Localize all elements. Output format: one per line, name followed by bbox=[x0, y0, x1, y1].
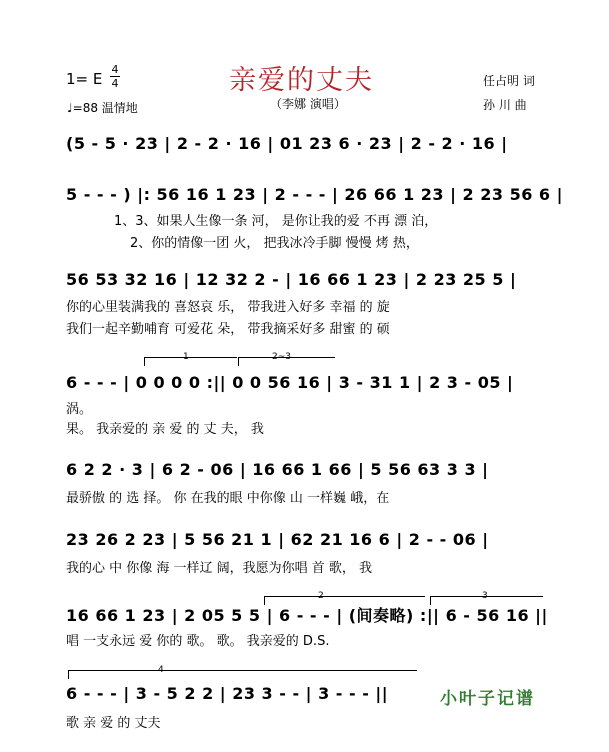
volta-number: 4 bbox=[158, 665, 164, 675]
lyric-row-4-verse-2: 果。 我亲爱的 亲 爱 的 丈 夫， 我 bbox=[66, 422, 264, 437]
lyric-row-7: 唱 一支永远 爱 你的 歌。 歌。 我亲爱的 D.S. bbox=[66, 634, 330, 649]
lyric-row-4-verse-1: 涡。 bbox=[66, 402, 93, 417]
lyric-row-2-verse-1: 1、3、如果人生像一条 河， 是你让我的爱 不再 漂 泊， bbox=[114, 214, 438, 229]
singer-credit: （李娜 演唱） bbox=[270, 97, 346, 111]
tempo-marking: ♩=88 温情地 bbox=[67, 101, 138, 115]
score-row-4: 6 - - - | 0 0 0 0 :|| 0 0 56 16 | 3 - 31 1 | 2 3 - 05 | bbox=[66, 373, 514, 392]
lyric-row-8: 歌 亲 爱 的 丈夫 bbox=[66, 716, 161, 731]
score-row-1: (5 - 5 · 23 | 2 - 2 · 16 | 01 23 6 · 23 | 2 - 2 · 16 | bbox=[66, 134, 508, 153]
score-row-8: 6 - - - | 3 - 5 2 2 | 23 3 - - | 3 - - - || bbox=[66, 684, 389, 703]
time-bottom: 4 bbox=[111, 77, 119, 90]
lyric-row-2-verse-2: 2、你的情像一团 火， 把我冰冷手脚 慢慢 烤 热， bbox=[130, 236, 419, 251]
volta-bracket-4 bbox=[68, 670, 417, 679]
time-signature bbox=[110, 64, 120, 89]
score-row-7: 16 66 1 23 | 2 05 5 5 | 6 - - - | (间奏略) :|| 6 - 56 16 || bbox=[66, 606, 548, 625]
lyric-row-3-verse-1: 你的心里装满我的 喜怒哀 乐， 带我进入好多 幸福 的 旋 bbox=[66, 300, 390, 315]
score-row-2: 5 - - - ) |: 56 16 1 23 | 2 - - - | 26 66 1 23 | 2 23 56 6 | bbox=[66, 185, 563, 204]
volta-number-a: 2 bbox=[272, 352, 278, 362]
score-row-6: 23 26 2 23 | 5 56 21 1 | 62 21 16 6 | 2 - - 06 | bbox=[66, 530, 489, 549]
song-title: 亲爱的丈夫 bbox=[229, 65, 374, 96]
volta-number: 2~3 bbox=[272, 352, 292, 362]
score-row-5: 6 2 2 · 3 | 6 2 - 06 | 16 66 1 66 | 5 56 63 3 3 | bbox=[66, 460, 489, 479]
composer-credit: 孙 川 曲 bbox=[483, 98, 527, 112]
transcriber-stamp: 小叶子记谱 bbox=[440, 689, 535, 709]
volta-number: 1 bbox=[183, 352, 189, 362]
lyricist-credit: 任占明 词 bbox=[483, 74, 535, 88]
lyric-row-5: 最骄傲 的 选 择。 你 在我的眼 中你像 山 一样巍 峨，在 bbox=[66, 491, 390, 506]
volta-number: 2 bbox=[318, 591, 324, 601]
volta-number-b: 3 bbox=[285, 352, 292, 362]
volta-number: 3 bbox=[482, 591, 488, 601]
score-row-3: 56 53 32 16 | 12 32 2 - | 16 66 1 23 | 2 23 25 5 | bbox=[66, 270, 517, 289]
key-signature: 1= E bbox=[66, 70, 103, 88]
lyric-row-6: 我的心 中 你像 海 一样辽 阔，我愿为你唱 首 歌， 我 bbox=[66, 561, 373, 576]
time-top: 4 bbox=[111, 63, 119, 76]
volta-bracket-1 bbox=[144, 357, 237, 366]
lyric-row-3-verse-2: 我们一起辛勤哺育 可爱花 朵， 带我摘采好多 甜蜜 的 硕 bbox=[66, 322, 390, 337]
